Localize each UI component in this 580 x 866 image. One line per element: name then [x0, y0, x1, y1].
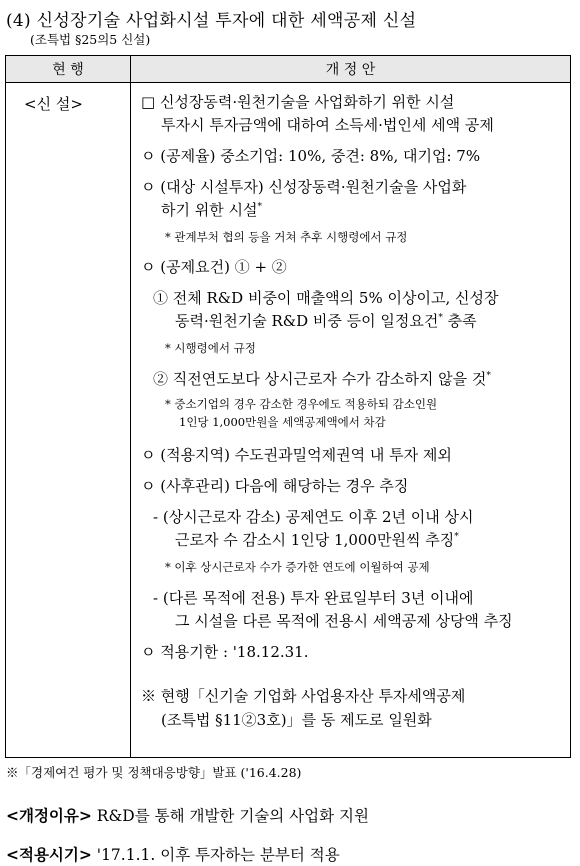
- expiry-line: ㅇ 적용기한 : '18.12.31.: [141, 643, 309, 661]
- amendment-reason: <개정이유> R&D를 통해 개발한 기술의 사업화 지원: [6, 806, 369, 825]
- requirement-2-note-2: 1인당 1,000만원을 세액공제액에서 차감: [179, 415, 386, 429]
- header-proposed: 개 정 안: [131, 56, 571, 83]
- requirement-2-note: * 중소기업의 경우 감소한 경우에도 적용하되 감소인원: [165, 397, 438, 411]
- table-header-row: [6, 56, 571, 83]
- policy-footnote: ※「경제여건 평가 및 정책대응방향」발표 ('16.4.28): [6, 765, 302, 780]
- requirement-1-note: * 시행령에서 규정: [165, 341, 256, 355]
- diversion-line: - (다른 목적에 전용) 투자 완료일부터 3년 이내에: [153, 589, 474, 607]
- proposal-line-1: □ 신성장동력·원천기술을 사업화하기 위한 시설: [141, 93, 455, 111]
- target-facility-line-2: 하기 위한 시설*: [161, 201, 262, 219]
- employee-decrease-line: - (상시근로자 감소) 공제연도 이후 2년 이내 상시: [153, 508, 474, 526]
- deduction-rate-line: ㅇ (공제율) 중소기업: 10%, 중견: 8%, 대기업: 7%: [141, 147, 481, 165]
- application-timing: <적용시기> '17.1.1. 이후 투자하는 분부터 적용: [6, 845, 340, 864]
- section-subtitle: (조특법 §25의5 신설): [30, 32, 151, 47]
- unification-note-2: (조특법 §11②3호)」를 동 제도로 일원화: [161, 711, 432, 729]
- requirement-1-line: ① 전체 R&D 비중이 매출액의 5% 이상이고, 신성장: [153, 289, 499, 307]
- requirement-1-line-2: 동력·원천기술 R&D 비중 등이 일정요건* 충족: [175, 312, 477, 330]
- proposed-cell: [131, 83, 571, 758]
- requirement-2-line: ② 직전연도보다 상시근로자 수가 감소하지 않을 것*: [153, 370, 491, 388]
- current-text: <신 설>: [24, 95, 83, 113]
- table-body-row: [6, 83, 571, 758]
- header-current: 현 행: [6, 56, 131, 83]
- post-management-line: ㅇ (사후관리) 다음에 해당하는 경우 추징: [141, 477, 409, 495]
- unification-note: ※ 현행「신기술 기업화 사업용자산 투자세액공제: [141, 687, 466, 705]
- comparison-table: [5, 55, 571, 758]
- proposal-line-2: 투자시 투자금액에 대하여 소득세·법인세 세액 공제: [161, 116, 494, 134]
- current-cell: [6, 83, 131, 758]
- diversion-line-2: 그 시설을 다른 목적에 전용시 세액공제 상당액 추징: [175, 612, 513, 630]
- region-line: ㅇ (적용지역) 수도권과밀억제권역 내 투자 제외: [141, 446, 452, 464]
- employee-decrease-note: * 이후 상시근로자 수가 증가한 연도에 이월하여 공제: [165, 560, 430, 574]
- target-facility-line: ㅇ (대상 시설투자) 신성장동력·원천기술을 사업화: [141, 178, 467, 196]
- requirement-line: ㅇ (공제요건) ① + ②: [141, 258, 287, 276]
- employee-decrease-line-2: 근로자 수 감소시 1인당 1,000만원씩 추징*: [175, 531, 459, 549]
- section-title: (4) 신성장기술 사업화시설 투자에 대한 세액공제 신설: [6, 11, 417, 31]
- target-facility-note: * 관계부처 협의 등을 거쳐 추후 시행령에서 규정: [165, 230, 408, 244]
